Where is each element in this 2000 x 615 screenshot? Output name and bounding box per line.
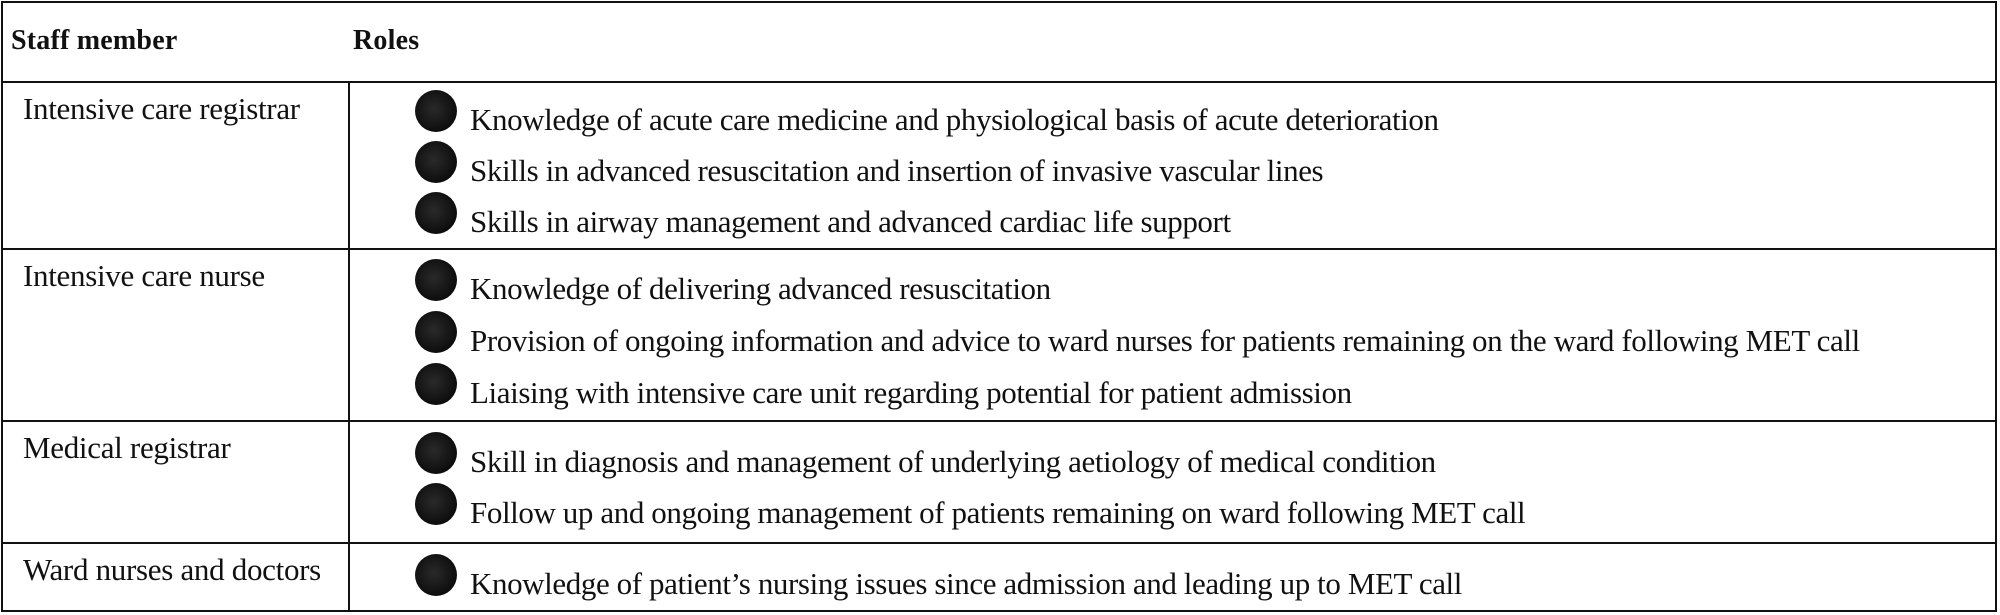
bullet-icon	[415, 432, 457, 474]
role-text: Follow up and ongoing management of patients remaining on ward following MET call	[470, 495, 1526, 530]
role-text: Skill in diagnosis and management of underlying aetiology of medical condition	[470, 444, 1436, 479]
bullet-icon	[415, 554, 457, 596]
role-text: Provision of ongoing information and advice to ward nurses for patients remaining on the ward following MET call	[470, 323, 1860, 358]
staff-member-cell: Intensive care registrar	[23, 91, 300, 126]
roles-header: Roles	[353, 25, 420, 56]
staff-member-cell: Ward nurses and doctors	[23, 552, 321, 587]
role-text: Skills in advanced resuscitation and insertion of invasive vascular lines	[470, 153, 1324, 188]
bullet-icon	[415, 311, 457, 353]
bullet-icon	[415, 483, 457, 525]
table-row-intensive-care-registrar	[3, 81, 1995, 248]
table-row-intensive-care-nurse	[3, 248, 1995, 420]
staff-roles-table	[1, 1, 1997, 612]
table-row-ward-nurses-and-doctors	[3, 542, 1995, 612]
bullet-icon	[415, 141, 457, 183]
staff-member-cell: Medical registrar	[23, 430, 231, 465]
bullet-icon	[415, 90, 457, 132]
role-text: Liaising with intensive care unit regarding potential for patient admission	[470, 375, 1352, 410]
staff-member-cell: Intensive care nurse	[23, 258, 265, 293]
table-header	[3, 3, 1995, 81]
staff-member-header: Staff member	[11, 25, 178, 56]
bullet-icon	[415, 363, 457, 405]
role-text: Knowledge of delivering advanced resuscitation	[470, 271, 1051, 306]
table-row-medical-registrar	[3, 420, 1995, 542]
role-text: Knowledge of acute care medicine and physiological basis of acute deterioration	[470, 102, 1439, 137]
bullet-icon	[415, 192, 457, 234]
bullet-icon	[415, 259, 457, 301]
role-text: Knowledge of patient’s nursing issues since admission and leading up to MET call	[470, 566, 1462, 601]
role-text: Skills in airway management and advanced cardiac life support	[470, 204, 1231, 239]
